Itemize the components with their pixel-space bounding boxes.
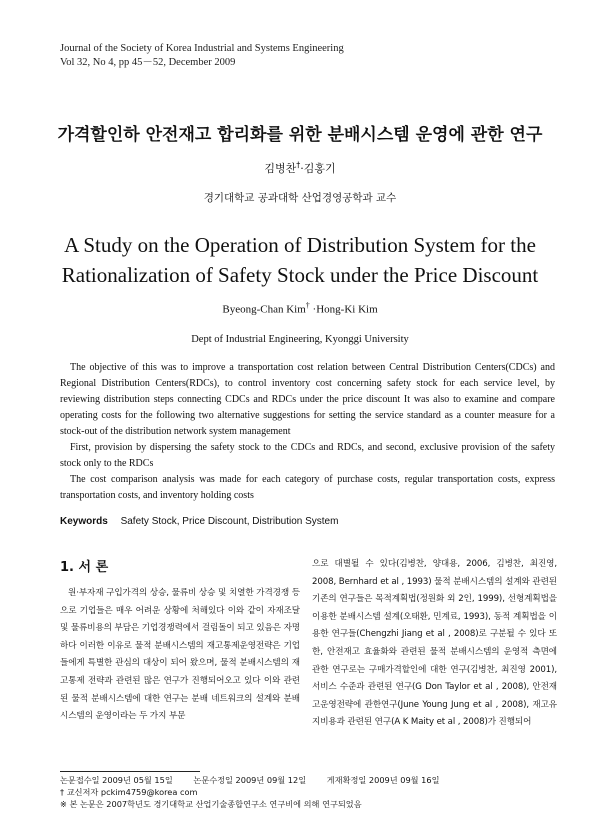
english-affiliation: Dept of Industrial Engineering, Kyonggi University	[191, 334, 409, 345]
journal-volume: Vol 32, No 4, pp 45－52, December 2009	[60, 57, 236, 68]
journal-name: Journal of the Society of Korea Industrial and Systems Engineering	[60, 43, 344, 54]
right-column	[312, 556, 557, 732]
korean-authors	[0, 160, 600, 176]
abstract-paragraph-1: The objective of this was to improve a transportation cost relation between Central Distribution Centers(CDCs) and Regional Distribution Centers(RDCs), to control inventory cost concerning safety stock for each service level, by reviewing distribution steps connecting CDCs and RDCs under the price discount It was also to examine and compare operating costs for the following two alternative suggestions for setting the service standard as a counter measure for a stock-out of the distribution network system management	[60, 362, 555, 437]
abstract-paragraph-2: First, provision by dispersing the safety stock to the CDCs and RDCs, and second, exclusive provision of the safety stock only to the RDCs	[60, 442, 555, 469]
left-column-text	[60, 585, 300, 726]
keywords	[60, 516, 338, 527]
footnote-divider	[60, 771, 200, 772]
keywords-label: Keywords	[60, 516, 108, 527]
section-heading: 1. 서 론	[60, 560, 109, 575]
abstract	[60, 360, 555, 504]
received-date: 논문접수일 2009년 05월 15일	[60, 775, 173, 785]
english-title-line-1: A Study on the Operation of Distribution System for the	[64, 233, 536, 257]
abstract-paragraph-3: The cost comparison analysis was made for each category of purchase costs, regular transportation costs, express transportation costs, and inventory holding costs	[60, 474, 555, 501]
dagger-mark: †	[296, 160, 301, 170]
accepted-date: 게재확정일 2009년 09월 16일	[326, 775, 440, 785]
footnote-dates	[60, 774, 458, 786]
english-author-2: ·Hong-Ki Kim	[312, 303, 378, 316]
left-column	[60, 556, 300, 726]
english-authors	[0, 301, 600, 316]
right-column-text: 으로 대별될 수 있다(김병찬, 양대용, 2006, 김병찬, 최진영, 2008, Bernhard et al , 1993) 물적 분배시스템의 설계와 관련된 기존의 연구들은 목적계획법(정원화 외 2인, 1999), 선형계획법을 이용한 분배시스템 설계(오태환, 민계료, 1993), 동적 계획법을 이용한 연구들(Chengzhi Jiang et al , 2008)로 구분될 수 있다 또한, 안전재고 효율화와 관련된 물적 분배시스템의 운영적 측면에 관한 연구로는 구매가격할인에 대한 연구(김병찬, 최진영 2001), 서비스 수준과 관련된 연구(G Don Taylor et al , 2008), 안전재고운영전략에 관한연구(June Young Jung et al , 2008), 재고유지비용과 관련된 연구(A K Maity et al , 2008)가 진행되어	[312, 559, 557, 728]
english-author-1: Byeong-Chan Kim	[222, 303, 306, 316]
left-column-body: 원·부자재 구입가격의 상승, 물류비 상승 및 치열한 가격경쟁 등으로 기업들은 매우 어려운 상황에 처해있다 이와 같이 자재조달 및 물류비용의 부담은 기업경쟁력에서 걸림돌이 되고 있음은 자명하다 이러한 이유로 물적 분배시스템의 재고통제운영전략은 기업들에게 특별한 관심의 대상이 되어 왔으며, 물적 분배시스템의 재고통제 전략과 관련된 많은 연구가 진행되어오고 있다 이와 관련된 물적 분배시스템에 대한 연구는 분배 네트워크의 설계와 분배시스템의 운영이라는 두 가지 부문	[60, 588, 300, 722]
korean-author-2: ·김홍기	[300, 162, 336, 175]
korean-affiliation: 경기대학교 공과대학 산업경영공학과 교수	[203, 192, 397, 204]
revised-date: 논문수정일 2009년 09월 12일	[193, 775, 307, 785]
journal-header	[60, 42, 344, 70]
corresponding-author: † 교신저자 pckim4759@korea com	[60, 787, 198, 797]
korean-author-1: 김병찬	[264, 162, 297, 175]
footnotes	[60, 774, 458, 810]
english-title	[40, 230, 560, 290]
english-dagger-mark: †	[305, 301, 310, 310]
keywords-text: Safety Stock, Price Discount, Distribution System	[120, 516, 339, 527]
english-title-line-2: Rationalization of Safety Stock under the Price Discount	[61, 263, 539, 287]
korean-title: 가격할인하 안전재고 합리화를 위한 분배시스템 운영에 관한 연구	[57, 125, 543, 145]
funding-note: ※ 본 논문은 2007학년도 경기대학교 산업기술종합연구소 연구비에 의해 연구되었음	[60, 799, 362, 809]
